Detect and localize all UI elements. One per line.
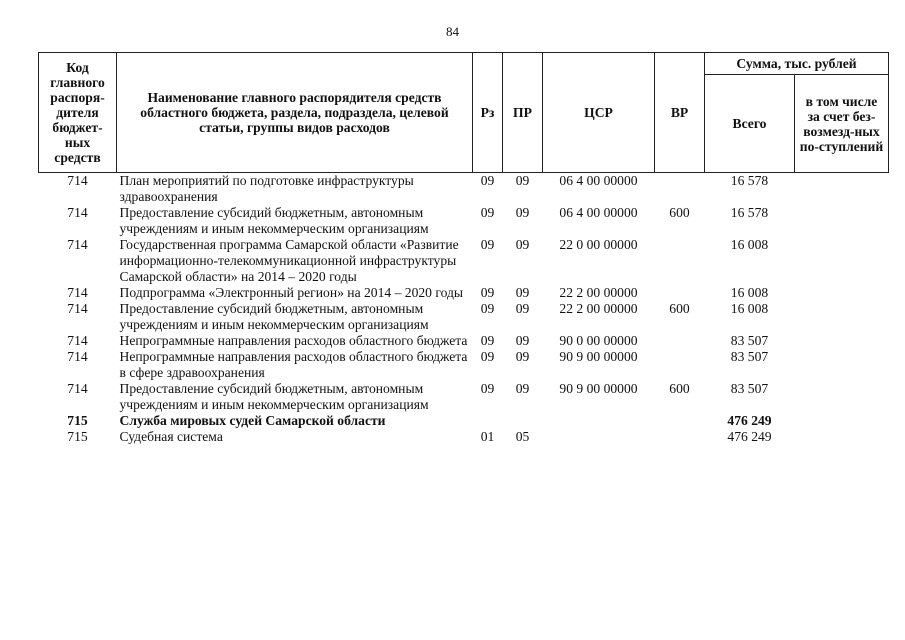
cell-rz: 09 (480, 285, 495, 300)
cell-rz: 09 (480, 173, 495, 188)
cell-name: План мероприятий по подготовке инфраструктуры здравоохранения (119, 173, 414, 204)
cell-pr: 05 (515, 429, 530, 444)
cell-rz: 09 (480, 349, 495, 364)
cell-total: 16 578 (730, 205, 769, 220)
cell-pr: 09 (515, 333, 530, 348)
cell-name: Государственная программа Самарской области «Развитие информационно-телекоммуникационной инфраструктуры Самарской области» на 2014 – 2020 годы (119, 237, 459, 284)
cell-pr: 09 (515, 237, 530, 252)
cell-pr: 09 (515, 301, 530, 316)
cell-name: Предоставление субсидий бюджетным, автономным учреждениям и иным некоммерческим организациям (119, 381, 429, 412)
cell-name: Служба мировых судей Самарской области (119, 413, 386, 428)
table-row (39, 237, 889, 285)
table-row (39, 285, 889, 301)
cell-incl (795, 413, 889, 429)
cell-pr: 09 (515, 285, 530, 300)
cell-csr: 06 4 00 00000 (559, 205, 638, 220)
cell-code: 714 (67, 237, 88, 252)
cell-incl (795, 301, 889, 333)
cell-pr: 09 (515, 349, 530, 364)
cell-pr (503, 413, 543, 429)
header-incl: в том числе за счет без-возмезд-ных по-ступлений (795, 75, 889, 173)
cell-csr: 06 4 00 00000 (559, 173, 638, 188)
cell-csr: 90 9 00 00000 (559, 381, 638, 396)
cell-vr (655, 429, 705, 445)
table-header (39, 53, 889, 173)
cell-csr: 22 2 00 00000 (559, 301, 638, 316)
cell-code: 714 (67, 173, 88, 188)
table-row (39, 205, 889, 237)
cell-vr (655, 413, 705, 429)
table-row (39, 301, 889, 333)
table-row (39, 349, 889, 381)
cell-rz (473, 413, 503, 429)
cell-name: Предоставление субсидий бюджетным, автономным учреждениям и иным некоммерческим организациям (119, 301, 429, 332)
cell-incl (795, 349, 889, 381)
cell-csr: 22 0 00 00000 (559, 237, 638, 252)
header-name: Наименование главного распорядителя средств областного бюджета, раздела, подраздела, целевой статьи, группы видов расходов (117, 53, 473, 173)
cell-code: 714 (67, 349, 88, 364)
cell-incl (795, 173, 889, 206)
cell-rz: 09 (480, 205, 495, 220)
cell-name: Непрограммные направления расходов областного бюджета (119, 333, 468, 348)
table-row (39, 413, 889, 429)
header-vr: ВР (655, 53, 705, 173)
cell-code: 715 (67, 413, 88, 428)
cell-rz: 09 (480, 301, 495, 316)
cell-vr (655, 285, 705, 301)
cell-code: 714 (67, 285, 88, 300)
cell-vr (655, 333, 705, 349)
cell-csr: 22 2 00 00000 (559, 285, 638, 300)
cell-total: 83 507 (730, 381, 769, 396)
cell-total: 16 578 (730, 173, 769, 188)
table-body (39, 173, 889, 446)
header-rz: Рз (473, 53, 503, 173)
table-row (39, 429, 889, 445)
cell-code: 714 (67, 333, 88, 348)
cell-incl (795, 285, 889, 301)
cell-pr: 09 (515, 381, 530, 396)
table-row (39, 173, 889, 206)
header-code: Код главного распоря-дителя бюджет-ных средств (39, 53, 117, 173)
cell-vr: 600 (669, 301, 690, 316)
cell-csr (543, 429, 655, 445)
cell-vr (655, 173, 705, 206)
table-row (39, 333, 889, 349)
cell-total: 16 008 (730, 285, 769, 300)
cell-pr: 09 (515, 205, 530, 220)
cell-csr (543, 413, 655, 429)
cell-rz: 09 (480, 381, 495, 396)
cell-total: 16 008 (730, 301, 769, 316)
page-number: 84 (446, 24, 459, 39)
header-sum-group: Сумма, тыс. рублей (705, 53, 889, 75)
header-csr: ЦСР (543, 53, 655, 173)
cell-vr: 600 (669, 381, 690, 396)
cell-csr: 90 9 00 00000 (559, 349, 638, 364)
cell-code: 715 (67, 429, 88, 444)
header-total: Всего (705, 75, 795, 173)
cell-code: 714 (67, 381, 88, 396)
cell-name: Подпрограмма «Электронный регион» на 2014 – 2020 годы (119, 285, 464, 300)
cell-incl (795, 205, 889, 237)
cell-name: Предоставление субсидий бюджетным, автономным учреждениям и иным некоммерческим организациям (119, 205, 429, 236)
table-row (39, 381, 889, 413)
header-pr: ПР (503, 53, 543, 173)
cell-vr: 600 (669, 205, 690, 220)
cell-incl (795, 381, 889, 413)
cell-vr (655, 349, 705, 381)
cell-incl (795, 429, 889, 445)
budget-table (38, 52, 889, 445)
cell-csr: 90 0 00 00000 (559, 333, 638, 348)
cell-name: Судебная система (119, 429, 223, 444)
cell-vr (655, 237, 705, 285)
cell-total: 83 507 (730, 349, 769, 364)
cell-code: 714 (67, 205, 88, 220)
cell-incl (795, 333, 889, 349)
cell-rz: 09 (480, 333, 495, 348)
cell-rz: 01 (480, 429, 495, 444)
cell-total: 16 008 (730, 237, 769, 252)
cell-pr: 09 (515, 173, 530, 188)
cell-total: 476 249 (727, 429, 772, 444)
cell-total: 83 507 (730, 333, 769, 348)
cell-code: 714 (67, 301, 88, 316)
cell-rz: 09 (480, 237, 495, 252)
cell-total: 476 249 (727, 413, 772, 428)
cell-name: Непрограммные направления расходов областного бюджета в сфере здравоохранения (119, 349, 468, 380)
cell-incl (795, 237, 889, 285)
